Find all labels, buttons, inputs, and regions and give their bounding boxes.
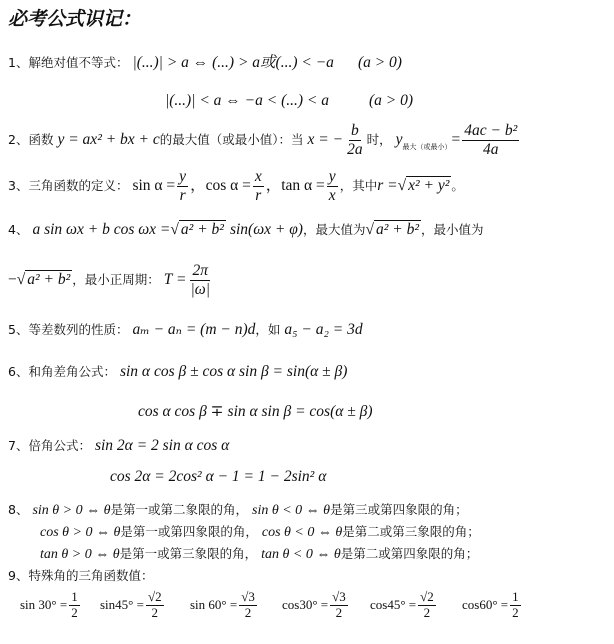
numerator: √2 <box>420 589 434 604</box>
numerator: √3 <box>332 589 346 604</box>
radicand: a² + b² <box>376 221 420 238</box>
section-3: 3、三角函数的定义： sin α = $\frac{y}{r}$ ，cos α = $\frac{x}{r}$ ，tan α = $\frac{y}{x}$ ，其中r =√ x² + y² 。 <box>8 168 464 204</box>
numerator: y <box>328 168 336 185</box>
section-1-line-2 <box>165 92 413 110</box>
section-8-row-1 <box>8 500 468 519</box>
denominator: 2 <box>151 604 159 620</box>
formula: a sin ωx + b cos ωx = <box>32 221 171 238</box>
section-label: 特殊角的三角函数值： <box>28 568 154 583</box>
text: ，最大值为 <box>302 222 366 237</box>
formula: sin 60° = <box>190 597 238 613</box>
formula: sin α = <box>132 176 176 194</box>
section-7 <box>8 436 229 455</box>
radicand: a² + b² <box>27 270 71 288</box>
subscript: 最大（或最小） <box>402 142 452 151</box>
text: 是第一或第三象限的角， <box>119 546 258 561</box>
numerator: 2π <box>192 262 208 279</box>
formula: sin θ < 0 ⇔ θ <box>252 503 331 518</box>
text: ，最小值为 <box>421 222 484 237</box>
denominator: 4a <box>483 140 499 158</box>
numerator: y <box>179 168 187 185</box>
fraction <box>345 122 365 159</box>
section-7-line-2 <box>110 468 326 486</box>
text: 是第一或第二象限的角， <box>110 502 249 517</box>
section-4-line-2: −√ a² + b² ，最小正周期： T = $\frac{2\pi}{|\omega|}$ <box>8 262 210 298</box>
numerator: x <box>254 168 262 185</box>
section-6-line-2 <box>138 402 373 421</box>
radicand: a² + b² <box>180 221 224 238</box>
section-8-row-2 <box>40 522 480 541</box>
numerator: 1 <box>71 589 78 604</box>
formula: y = ax² + bx + c <box>57 130 160 148</box>
formula: cos 2α = 2cos² α − 1 = 1 − 2sin² α <box>110 468 327 485</box>
numerator: 1 <box>512 589 519 604</box>
section-number: 5、 <box>8 322 29 337</box>
denominator: 2 <box>512 604 519 620</box>
formula: cos θ < 0 ⇔ θ <box>261 525 343 540</box>
denominator: 2 <box>71 604 78 620</box>
special-value-cos60 <box>462 590 523 621</box>
formula: cos θ > 0 ⇔ θ <box>40 525 121 540</box>
denominator: r <box>255 186 262 204</box>
section-number: 2、 <box>8 131 29 147</box>
denominator: |ω| <box>190 280 210 298</box>
text: 是第二或第四象限的角； <box>340 546 479 561</box>
formula: cos α cos β ∓ sin α sin β = cos(α ± β) <box>138 403 373 420</box>
formula: r = <box>377 176 398 194</box>
section-8-row-3 <box>40 544 478 563</box>
section-number: 4、 <box>8 222 29 237</box>
special-value-sin60 <box>190 590 259 621</box>
numerator: 4ac − b² <box>464 122 518 139</box>
formula: cos45° = <box>370 597 417 613</box>
section-6 <box>8 362 347 381</box>
formula: cos30° = <box>282 597 329 613</box>
text: 是第二或第三象限的角； <box>342 524 480 539</box>
numerator: b <box>350 122 359 139</box>
equals: = <box>451 130 461 148</box>
section-1 <box>8 50 402 72</box>
formula: x = − <box>307 130 344 148</box>
condition: (a > 0) <box>357 54 402 71</box>
denominator: 2a <box>347 140 363 158</box>
text: ，最小正周期： <box>72 271 160 287</box>
section-label: 三角函数的定义： <box>28 177 129 193</box>
formula: sin45° = <box>100 597 144 613</box>
section-label: 解绝对值不等式： <box>28 55 129 70</box>
fraction <box>462 122 519 159</box>
formula: tan θ > 0 ⇔ θ <box>40 547 120 562</box>
radicand: x² + y² <box>408 176 450 194</box>
formula: a₅ − a₂ = 3d <box>284 321 363 338</box>
formula: cos60° = <box>462 597 509 613</box>
formula: sin α cos β ± cos α sin β = sin(α ± β) <box>119 363 348 380</box>
formula: ，cos α = <box>190 176 251 194</box>
condition: (a > 0) <box>369 92 414 109</box>
section-label: 和角差角公式： <box>28 364 116 379</box>
denominator: x <box>328 186 336 204</box>
section-4: 4、 a sin ωx + b cos ωx =√ a² + b² sin(ωx + φ)，最大值为√ a² + b² ，最小值为 <box>8 221 484 238</box>
special-value-sin45 <box>100 590 166 621</box>
denominator: 2 <box>423 604 431 620</box>
text: 是第三或第四象限的角； <box>330 502 468 517</box>
section-2 <box>8 122 521 159</box>
text: 。 <box>451 177 464 193</box>
numerator: √2 <box>147 589 162 604</box>
text: 的最大值（或最小值）：当 <box>159 131 304 147</box>
page-title: 必考公式识记： <box>8 8 142 30</box>
formula: |(...)| < a ⇔ −a < (...) < a <box>165 92 330 109</box>
denominator: 2 <box>335 604 343 620</box>
formula: |(...)| > a ⇔ (...) > a或(...) < −a <box>132 54 334 71</box>
formula: aₘ − aₙ = (m − n)d <box>132 321 256 338</box>
text: ，如 <box>255 322 281 337</box>
formula: sin(ωx + φ) <box>229 221 303 238</box>
section-number: 3、 <box>8 177 29 193</box>
section-label: 倍角公式： <box>28 438 91 453</box>
section-label: 函数 <box>28 131 54 147</box>
formula: ，tan α = <box>265 176 325 194</box>
formula: sin 30° = <box>20 597 68 613</box>
section-5 <box>8 320 363 339</box>
formula: sin θ > 0 ⇔ θ <box>32 503 111 518</box>
text: 时， <box>366 131 392 147</box>
special-value-cos45 <box>370 590 438 621</box>
text: 是第一或第四象限的角， <box>120 524 258 539</box>
formula: sin 2α = 2 sin α cos α <box>94 437 230 454</box>
section-number: 8、 <box>8 502 29 517</box>
denominator: r <box>179 186 186 204</box>
section-number: 7、 <box>8 438 29 453</box>
text: ，其中 <box>339 177 378 193</box>
section-number: 9、 <box>8 568 29 583</box>
formula: tan θ < 0 ⇔ θ <box>261 547 341 562</box>
section-9 <box>8 566 153 585</box>
special-value-sin30 <box>20 590 82 621</box>
section-label: 等差数列的性质： <box>28 322 129 337</box>
section-number: 1、 <box>8 55 29 70</box>
special-value-cos30 <box>282 590 350 621</box>
numerator: √3 <box>241 589 255 604</box>
formula: − <box>8 270 17 288</box>
section-number: 6、 <box>8 364 29 379</box>
formula: y <box>395 130 403 148</box>
denominator: 2 <box>244 604 252 620</box>
formula: T = <box>163 270 187 288</box>
